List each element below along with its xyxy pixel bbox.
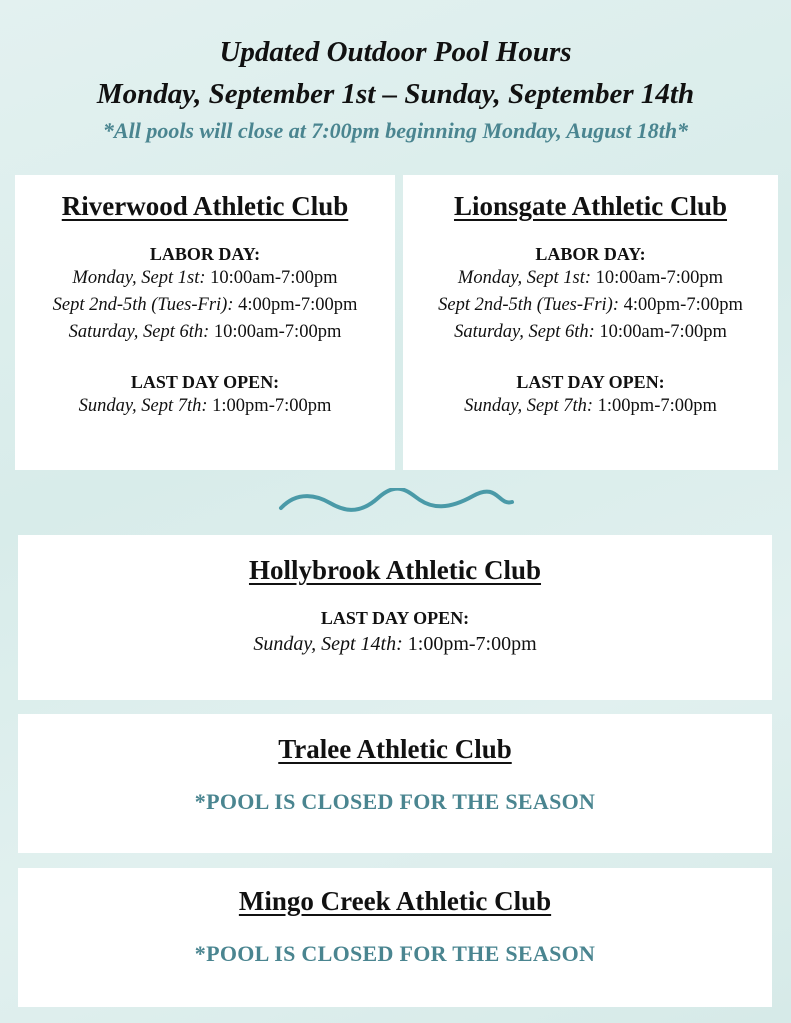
- last-day-label: LAST DAY OPEN:: [130, 372, 280, 392]
- page-title: Updated Outdoor Pool Hours: [219, 36, 572, 68]
- club-name: Hollybrook Athletic Club: [248, 555, 542, 585]
- club-card-mingo-creek: [18, 868, 772, 1007]
- club-card-riverwood: [15, 175, 395, 470]
- date-range: Monday, September 1st – Sunday, September 14th: [96, 78, 695, 110]
- club-name: Tralee Athletic Club: [278, 734, 512, 764]
- hours-line: Saturday, Sept 6th: 10:00am-7:00pm: [454, 322, 727, 342]
- hours-line: Sept 2nd-5th (Tues-Fri): 4:00pm-7:00pm: [438, 295, 743, 315]
- labor-day-label: LABOR DAY:: [535, 244, 646, 264]
- hours-line: Sunday, Sept 7th: 1:00pm-7:00pm: [464, 396, 717, 416]
- labor-day-label: LABOR DAY:: [149, 244, 261, 264]
- club-name: Lionsgate Athletic Club: [453, 191, 728, 221]
- wave-divider-icon: [278, 488, 518, 518]
- club-card-tralee: [18, 714, 772, 853]
- hours-line: Sunday, Sept 7th: 1:00pm-7:00pm: [78, 396, 332, 416]
- club-card-hollybrook: [18, 535, 772, 700]
- last-day-label: LAST DAY OPEN:: [516, 372, 665, 392]
- last-day-label: LAST DAY OPEN:: [320, 608, 470, 628]
- hours-line: Sunday, Sept 14th: 1:00pm-7:00pm: [253, 633, 537, 655]
- hours-line: Sept 2nd-5th (Tues-Fri): 4:00pm-7:00pm: [52, 295, 358, 315]
- club-name: Riverwood Athletic Club: [61, 191, 349, 221]
- closed-status: *POOL IS CLOSED FOR THE SEASON: [194, 941, 596, 966]
- closing-notice: *All pools will close at 7:00pm beginning Monday, August 18th*: [102, 118, 689, 143]
- hours-line: Monday, Sept 1st: 10:00am-7:00pm: [457, 268, 724, 288]
- club-card-lionsgate: [403, 175, 778, 470]
- closed-status: *POOL IS CLOSED FOR THE SEASON: [194, 789, 596, 814]
- hours-line: Saturday, Sept 6th: 10:00am-7:00pm: [68, 322, 342, 342]
- hours-line: Monday, Sept 1st: 10:00am-7:00pm: [72, 268, 338, 288]
- club-name: Mingo Creek Athletic Club: [238, 886, 552, 916]
